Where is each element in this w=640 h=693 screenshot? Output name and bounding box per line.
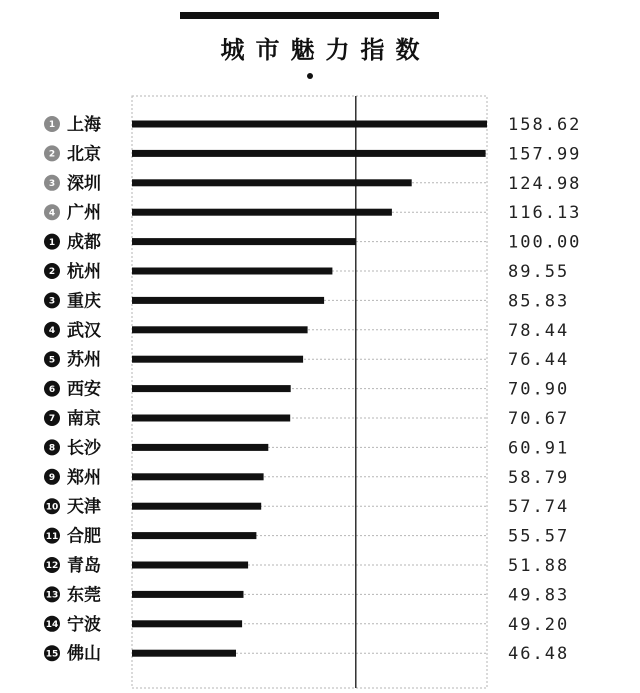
city-label: 重庆 [67, 291, 101, 312]
city-label: 广州 [67, 203, 101, 224]
city-label: 佛山 [67, 644, 101, 665]
bar-重庆 [132, 297, 324, 304]
rank-number: 3 [48, 179, 56, 189]
value-label: 49.83 [508, 585, 570, 606]
city-label: 青岛 [67, 556, 101, 576]
bar-西安 [132, 385, 291, 392]
bar-宁波 [132, 620, 242, 627]
rank-number: 2 [48, 149, 56, 160]
rank-number: 4 [48, 208, 56, 219]
bar-北京 [132, 150, 486, 157]
city-label: 南京 [67, 409, 101, 429]
rank-number: 4 [48, 326, 56, 336]
value-label: 76.44 [508, 350, 570, 371]
value-label: 89.55 [508, 262, 570, 282]
value-label: 70.90 [508, 379, 570, 400]
value-label: 100.00 [508, 232, 582, 253]
rank-number: 9 [48, 473, 56, 483]
city-label: 宁波 [67, 614, 101, 635]
value-label: 58.79 [508, 467, 570, 488]
value-label: 116.13 [508, 203, 582, 224]
bar-天津 [132, 503, 261, 510]
rank-number: 8 [48, 443, 56, 454]
rank-number: 15 [45, 649, 59, 660]
bar-上海 [132, 121, 487, 128]
bar-深圳 [132, 179, 412, 186]
value-label: 57.74 [508, 497, 570, 518]
city-label: 苏州 [67, 350, 101, 371]
city-label: 合肥 [67, 526, 101, 547]
rank-number: 7 [48, 414, 56, 425]
city-label: 上海 [67, 115, 101, 135]
rank-number: 3 [48, 296, 56, 307]
value-label: 51.88 [508, 556, 570, 576]
city-label: 杭州 [67, 262, 101, 282]
bar-佛山 [132, 650, 236, 657]
bar-东莞 [132, 591, 244, 598]
rank-number: 11 [45, 531, 59, 542]
bar-郑州 [132, 473, 264, 480]
value-label: 85.83 [508, 291, 570, 312]
value-label: 60.91 [508, 438, 570, 459]
rank-number: 10 [45, 502, 59, 513]
city-label: 武汉 [67, 320, 101, 341]
value-label: 78.44 [508, 320, 570, 341]
value-label: 158.62 [508, 115, 582, 135]
chart-title: 城市魅力指数 [220, 36, 431, 64]
bar-青岛 [132, 562, 248, 569]
value-label: 70.67 [508, 409, 570, 429]
rank-number: 13 [45, 590, 59, 601]
rank-number: 1 [48, 237, 56, 248]
bar-合肥 [132, 532, 256, 539]
city-label: 北京 [67, 144, 101, 165]
city-label: 东莞 [67, 585, 101, 606]
rank-number: 5 [48, 355, 56, 366]
rank-number: 12 [45, 561, 59, 572]
bar-苏州 [132, 356, 303, 363]
value-label: 157.99 [508, 144, 582, 165]
city-label: 长沙 [67, 438, 101, 459]
bar-武汉 [132, 326, 308, 333]
bar-成都 [132, 238, 356, 245]
value-label: 55.57 [508, 526, 570, 547]
rank-number: 6 [48, 384, 56, 395]
city-label: 西安 [67, 379, 101, 400]
bar-长沙 [132, 444, 268, 451]
city-label: 成都 [67, 232, 101, 253]
city-label: 郑州 [67, 467, 101, 488]
bar-南京 [132, 415, 290, 422]
city-label: 天津 [67, 497, 101, 518]
value-label: 46.48 [508, 644, 570, 665]
rank-number: 14 [45, 620, 59, 630]
rank-number: 1 [48, 120, 56, 131]
rank-number: 2 [48, 267, 56, 278]
value-label: 49.20 [508, 614, 570, 635]
city-label: 深圳 [67, 173, 101, 194]
value-label: 124.98 [508, 173, 582, 194]
bar-广州 [132, 209, 392, 216]
bar-杭州 [132, 268, 332, 275]
